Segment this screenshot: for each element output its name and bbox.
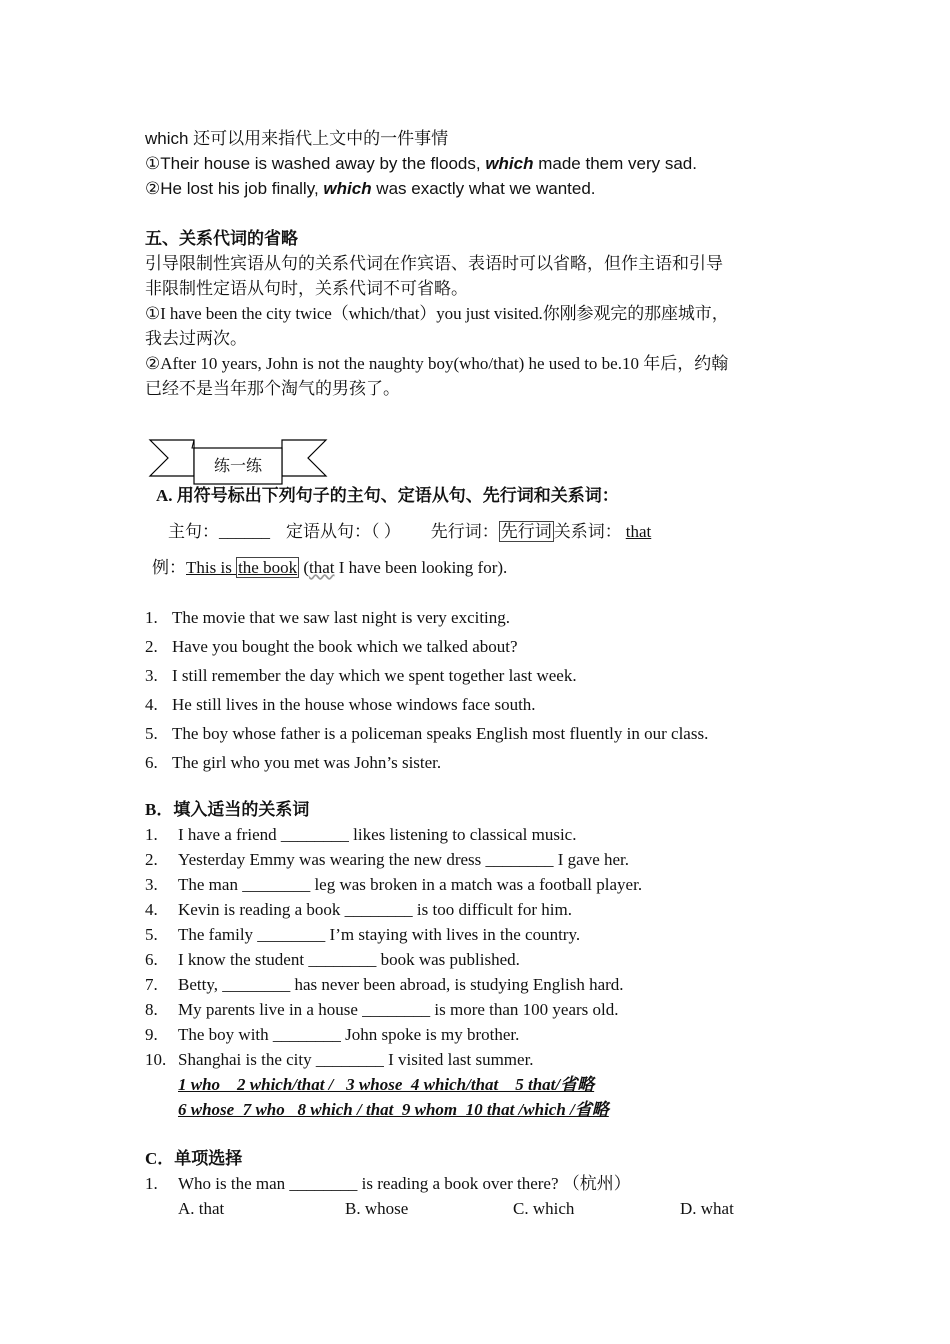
part-a-item-number: 1. <box>145 608 158 627</box>
part-a-example <box>152 555 507 580</box>
omission-example-2-line-2: 已经不是当年那个淘气的男孩了。 <box>145 379 400 398</box>
part-b-item-number: 1. <box>145 825 158 844</box>
example-antecedent: the book <box>238 558 298 577</box>
legend-antecedent-mark: 先行词 <box>500 522 552 541</box>
part-b-item <box>145 1047 534 1072</box>
example-main-clause: This is <box>186 558 237 577</box>
part-b-answers-2: 6 whose 7 who 8 which / that 9 whom 10 that /which /省略 <box>178 1100 609 1119</box>
omission-example-2-line-1: ②After 10 years, John is not the naughty boy(who/that) he used to be.10 年后，约翰 <box>145 354 729 373</box>
part-b-item-number: 8. <box>145 1000 158 1019</box>
option-c: C. which <box>513 1199 575 1218</box>
legend-relative-mark: that <box>625 522 652 541</box>
part-b-item-text: Shanghai is the city ________ I visited last summer. <box>178 1050 534 1069</box>
part-a-legend <box>168 519 651 544</box>
part-b-item-number: 3. <box>145 875 158 894</box>
part-b-item <box>145 847 629 872</box>
omission-heading: 五、关系代词的省略 <box>145 229 298 248</box>
which-example-1 <box>145 151 697 176</box>
part-b-item-number: 10. <box>145 1050 167 1069</box>
which-example-2-post: was exactly what we wanted. <box>371 179 596 198</box>
part-b-item-text: Yesterday Emmy was wearing the new dress ________ I gave her. <box>178 850 630 869</box>
part-b-item-text: Kevin is reading a book ________ is too difficult for him. <box>178 900 572 919</box>
part-b-item-number: 5. <box>145 925 158 944</box>
option-d: D. what <box>680 1199 734 1218</box>
legend-main-mark: ______ <box>219 522 270 541</box>
part-c-question-text: Who is the man ________ is reading a book over there? （杭州） <box>178 1174 631 1193</box>
part-a-item-number: 4. <box>145 695 158 714</box>
which-example-1-num: ① <box>145 154 161 173</box>
which-example-2 <box>145 176 596 201</box>
part-a-item-text: The movie that we saw last night is very exciting. <box>172 608 511 627</box>
part-a-item-number: 3. <box>145 666 158 685</box>
legend-main-label: 主句： <box>168 522 219 541</box>
part-a-item <box>145 663 577 688</box>
part-b-item-text: The man ________ leg was broken in a match was a football player. <box>178 875 643 894</box>
part-b-item-number: 2. <box>145 850 158 869</box>
part-b-item-number: 4. <box>145 900 158 919</box>
part-a-letter: A. <box>156 486 173 505</box>
part-a-item-text: He still lives in the house whose windows face south. <box>172 695 536 714</box>
part-a-item <box>145 692 536 717</box>
part-b-item-text: The family ________ I’m staying with lives in the country. <box>178 925 581 944</box>
example-relative-word: that <box>309 558 335 577</box>
part-a-item-text: The boy whose father is a policeman speaks English most fluently in our class. <box>172 724 709 743</box>
part-b-item-text: The boy with ________ John spoke is my brother. <box>178 1025 520 1044</box>
which-example-1-keyword: which <box>485 154 534 173</box>
omission-example-1-line-1: ①I have been the city twice（which/that）you just visited.你刚参观完的那座城市， <box>145 304 729 323</box>
part-a-item-number: 6. <box>145 753 158 772</box>
part-b-item <box>145 822 576 847</box>
which-intro: which 还可以用来指代上文中的一件事情 <box>145 129 449 148</box>
legend-clause-mark: （ ） <box>371 522 401 541</box>
part-b-item-text: Betty, ________ has never been abroad, is studying English hard. <box>178 975 624 994</box>
omission-example-1-line-2: 我去过两次。 <box>145 329 247 348</box>
part-b-item <box>145 972 624 997</box>
example-open-paren: ( <box>299 558 310 577</box>
legend-clause-label: 定语从句： <box>286 522 371 541</box>
part-a-title: 用符号标出下列句子的主句、定语从句、先行词和关系词： <box>176 486 619 505</box>
which-example-2-num: ② <box>145 179 161 198</box>
part-b-item <box>145 922 580 947</box>
part-b-item <box>145 997 619 1022</box>
example-rest: I have been looking for). <box>334 558 508 577</box>
part-b-item-number: 6. <box>145 950 158 969</box>
part-b-item-text: I have a friend ________ likes listening to classical music. <box>178 825 577 844</box>
part-b-item-text: I know the student ________ book was published. <box>178 950 520 969</box>
omission-desc-2: 非限制性定语从句时，关系代词不可省略。 <box>145 279 468 298</box>
part-c-question <box>145 1171 631 1196</box>
banner-label: 练一练 <box>213 458 262 475</box>
which-example-1-pre: Their house is washed away by the floods, <box>160 154 486 173</box>
part-b-answers-1: 1 who 2 which/that / 3 whose 4 which/that 5 that/省略 <box>178 1075 595 1094</box>
example-label: 例： <box>152 558 186 577</box>
part-b-item-number: 7. <box>145 975 158 994</box>
which-example-1-post: made them very sad. <box>533 154 697 173</box>
option-a: A. that <box>178 1199 225 1218</box>
part-b-item <box>145 947 520 972</box>
part-c-heading: C．单项选择 <box>145 1149 243 1168</box>
part-b-item-number: 9. <box>145 1025 158 1044</box>
part-b-item <box>145 897 572 922</box>
legend-relative-label: 关系词： <box>553 522 622 541</box>
part-a-item-number: 5. <box>145 724 158 743</box>
part-b-item <box>145 1022 519 1047</box>
which-example-2-pre: He lost his job finally, <box>160 179 324 198</box>
part-a-item <box>145 634 518 659</box>
part-a-item-text: Have you bought the book which we talked about? <box>172 637 518 656</box>
part-a-item <box>145 605 510 630</box>
part-a-item <box>145 750 441 775</box>
part-a-item-text: The girl who you met was John’s sister. <box>172 753 442 772</box>
part-a-item-text: I still remember the day which we spent together last week. <box>172 666 577 685</box>
omission-desc-1: 引导限制性宾语从句的关系代词在作宾语、表语时可以省略，但作主语和引导 <box>145 254 723 273</box>
option-b: B. whose <box>345 1199 409 1218</box>
part-a-item <box>145 721 708 746</box>
part-b-item <box>145 872 642 897</box>
part-b-item-text: My parents live in a house ________ is more than 100 years old. <box>178 1000 619 1019</box>
part-a-item-number: 2. <box>145 637 158 656</box>
part-b-heading: B．填入适当的关系词 <box>145 800 310 819</box>
part-a-heading <box>156 483 619 508</box>
part-c-question-number: 1. <box>145 1174 158 1193</box>
legend-antecedent-label: 先行词： <box>430 522 499 541</box>
which-example-2-keyword: which <box>323 179 372 198</box>
